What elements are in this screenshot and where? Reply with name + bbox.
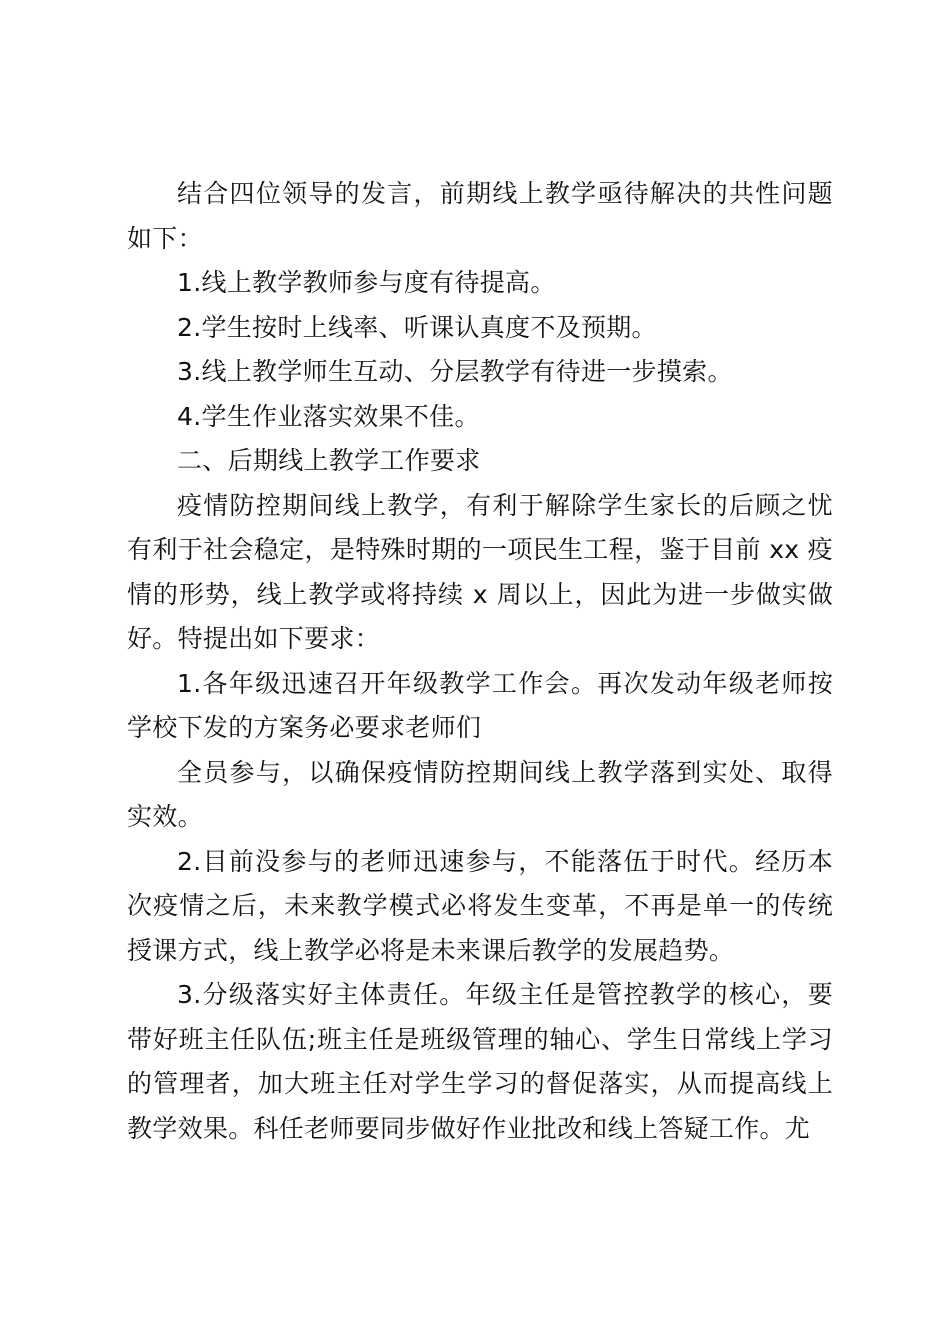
paragraph-intro: 结合四位领导的发言，前期线上教学亟待解决的共性问题如下： — [127, 179, 833, 253]
paragraph-issue-2: 2.学生按时上线率、听课认真度不及预期。 — [177, 312, 657, 342]
paragraph-background: 疫情防控期间线上教学，有利于解除学生家长的后顾之忧有利于社会稳定，是特殊时期的一项民生工程，鉴于目前 xx 疫情的形势，线上教学或将持续 x 周以上，因此为进一步做实做好。特提出如下要求： — [127, 490, 833, 653]
paragraph-issue-1: 1.线上教学教师参与度有待提高。 — [177, 268, 556, 297]
paragraph-requirement-2: 2.目前没参与的老师迅速参与，不能落伍于时代。经历本次疫情之后，未来教学模式必将发生变革，不再是单一的传统授课方式，线上教学必将是未来课后教学的发展趋势。 — [127, 846, 833, 965]
paragraph-requirement-1-cont: 全员参与，以确保疫情防控期间线上教学落到实处、取得实效。 — [127, 757, 833, 831]
paragraph-issue-4: 4.学生作业落实效果不佳。 — [177, 401, 480, 431]
paragraph-requirement-3: 3.分级落实好主体责任。年级主任是管控教学的核心，要带好班主任队伍;班主任是班级管理的轴心、学生日常线上学习的管理者，加大班主任对学生学习的督促落实，从而提高线上教学效果。科任老师要同步做好作业批改和线上答疑工作。尤 — [127, 980, 833, 1143]
paragraph-issue-3: 3.线上教学师生互动、分层教学有待进一步摸索。 — [177, 357, 733, 386]
section-heading: 二、后期线上教学工作要求 — [177, 446, 481, 475]
document-body — [127, 172, 833, 1151]
paragraph-requirement-1: 1.各年级迅速召开年级教学工作会。再次发动年级老师按学校下发的方案务必要求老师们 — [127, 668, 833, 742]
